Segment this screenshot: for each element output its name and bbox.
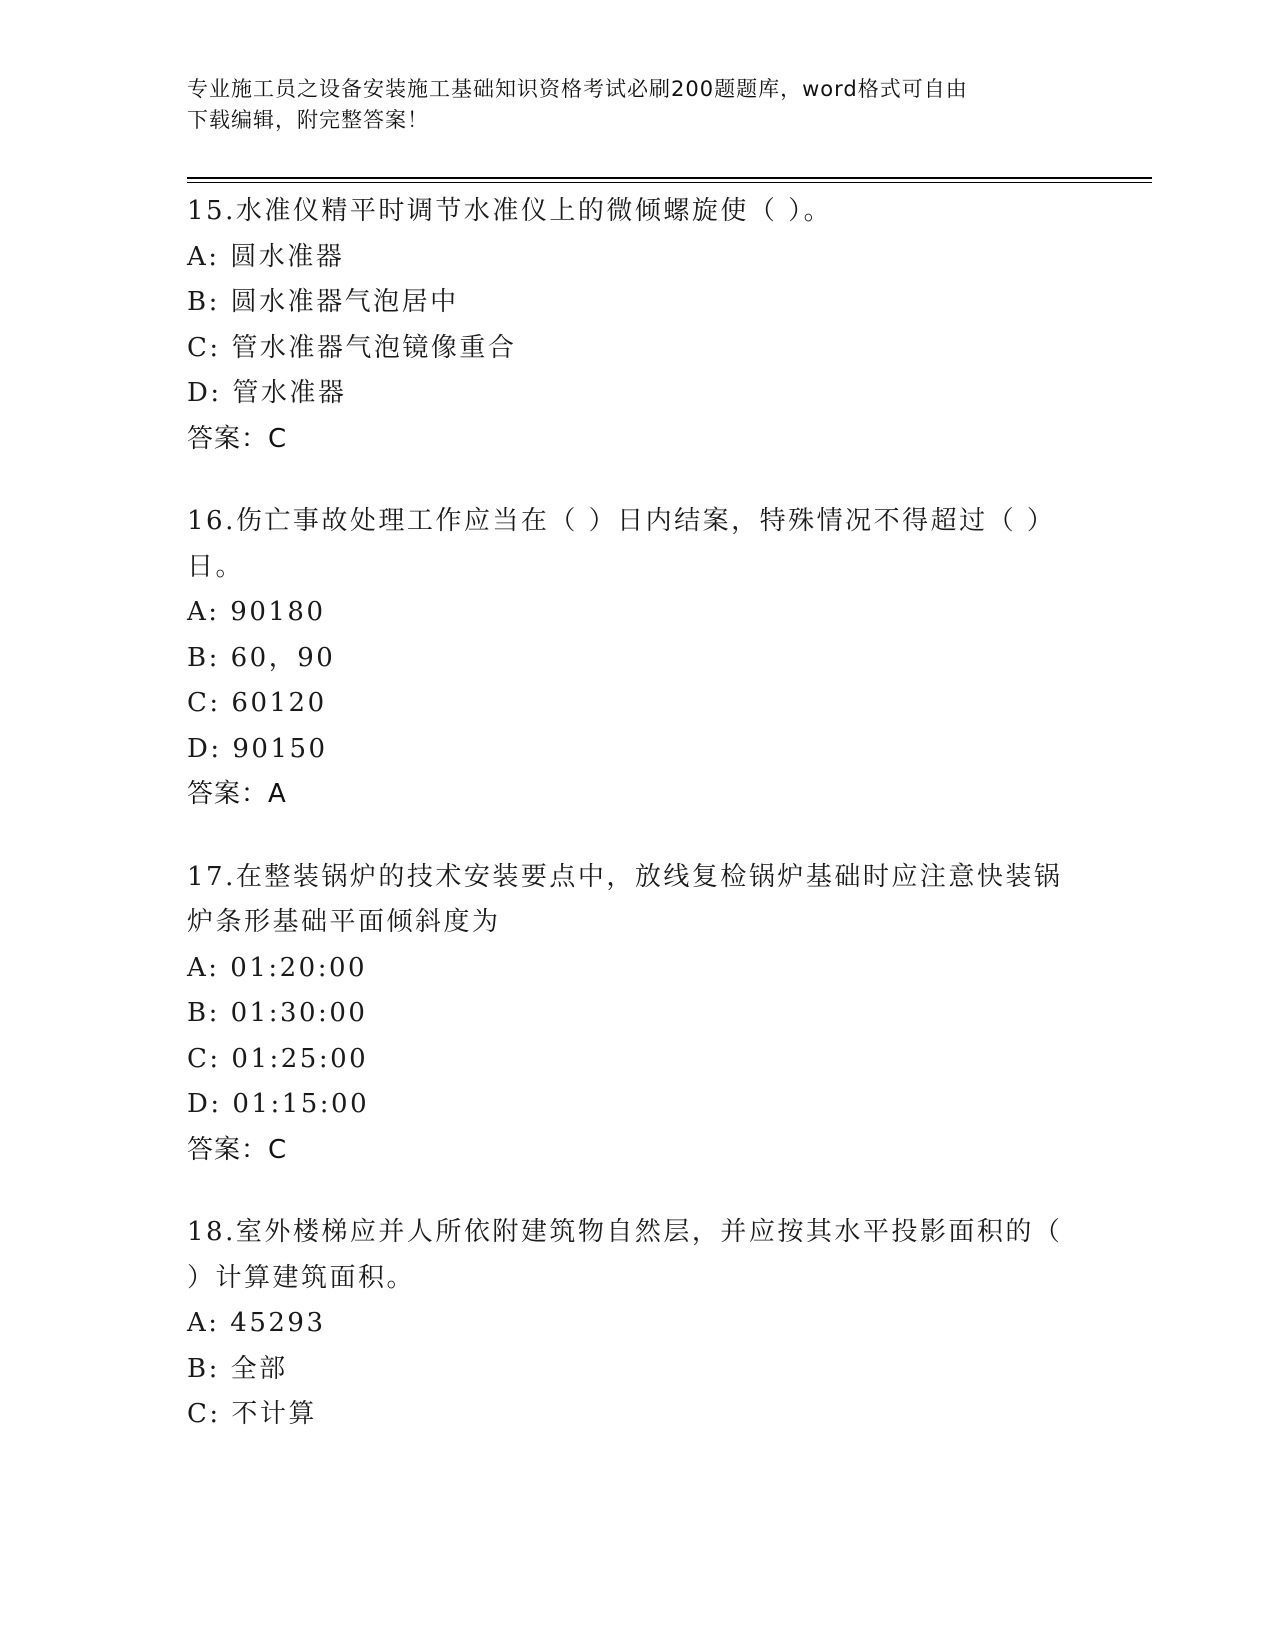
question-text: 15.水准仪精平时调节水准仪上的微倾螺旋使（ ）。 [187, 196, 833, 226]
header-divider-thick [187, 177, 1152, 179]
option-d: D: 01:15:00 [187, 1089, 370, 1119]
option-d: D: 管水准器 [187, 378, 347, 408]
question-16 [187, 499, 1087, 818]
option-a: A: 01:20:00 [187, 952, 368, 983]
question-18 [187, 1210, 1087, 1438]
header-divider-thin [187, 182, 1152, 183]
option-a: A: 45293 [187, 1308, 326, 1338]
question-17 [187, 855, 1087, 1174]
answer-line: 答案：C [187, 1134, 288, 1165]
answer-line: 答案：A [187, 779, 287, 809]
header-line-2: 下载编辑，附完整答案！ [187, 108, 429, 132]
question-text: 18.室外楼梯应并人所依附建筑物自然层，并应按其水平投影面积的（ ）计算建筑面积。 [187, 1217, 1063, 1293]
answer-line: 答案：C [187, 423, 288, 454]
question-15 [187, 189, 1087, 462]
document-header [187, 74, 1087, 136]
option-a: A: 圆水准器 [187, 241, 345, 272]
option-b: B: 圆水准器气泡居中 [187, 287, 459, 317]
option-d: D: 90150 [187, 733, 328, 764]
option-b: B: 01:30:00 [187, 998, 368, 1028]
option-b: B: 全部 [187, 1353, 288, 1384]
question-text: 16.伤亡事故处理工作应当在（ ）日内结案，特殊情况不得超过（ ）日。 [187, 506, 1056, 582]
question-list [187, 189, 1087, 1475]
option-c: C: 不计算 [187, 1399, 317, 1429]
header-line-1: 专业施工员之设备安装施工基础知识资格考试必刷200题题库，word格式可自由 [187, 77, 968, 101]
question-text: 17.在整装锅炉的技术安装要点中，放线复检锅炉基础时应注意快装锅炉条形基础平面倾斜度为 [187, 861, 1063, 937]
option-b: B: 60，90 [187, 642, 336, 673]
option-a: A: 90180 [187, 597, 326, 627]
option-c: C: 管水准器气泡镜像重合 [187, 332, 517, 363]
option-c: C: 60120 [187, 688, 327, 718]
option-c: C: 01:25:00 [187, 1043, 369, 1074]
